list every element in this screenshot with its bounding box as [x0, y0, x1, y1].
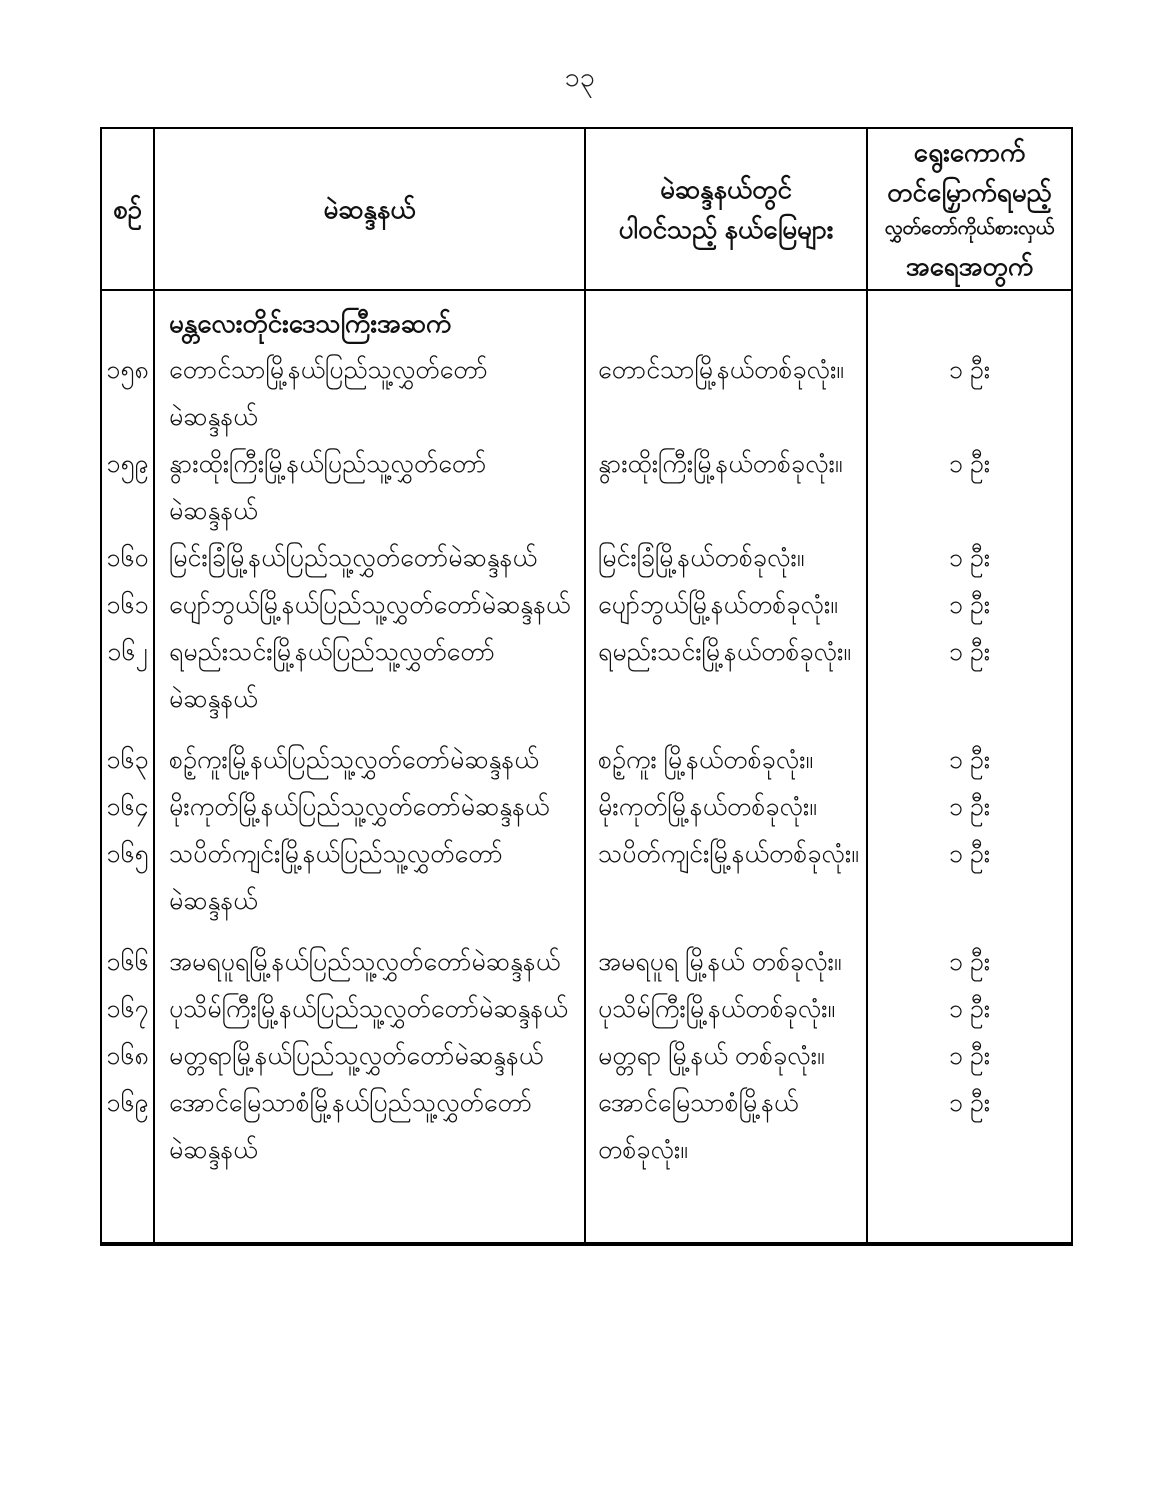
- representative-count-cell: ၁ ဦး: [948, 793, 991, 821]
- constituency-cell: [155, 986, 586, 1033]
- areas-line: မိုးကုတ်မြို့နယ်တစ်ခုလုံး။: [598, 793, 817, 821]
- constituency-line: ရမည်းသင်းမြို့နယ်ပြည်သူ့လွှတ်တော်: [169, 638, 495, 666]
- areas-cell: [586, 831, 868, 925]
- header-reps-line1: ရွေးကောက်: [913, 137, 1026, 167]
- row-number: ၁၅၈: [102, 347, 155, 441]
- areas-line: ပျော်ဘွယ်မြို့နယ်တစ်ခုလုံး။: [598, 591, 838, 619]
- page-number: ၁၃: [564, 62, 595, 92]
- header-constituency: မဲဆန္ဒနယ်: [155, 129, 586, 291]
- row-number: ၁၆၈: [102, 1033, 155, 1080]
- areas-line: တောင်သာမြို့နယ်တစ်ခုလုံး။: [598, 356, 844, 384]
- section-count-cell: [868, 291, 1071, 347]
- row-number: ၁၆၁: [102, 582, 155, 629]
- constituency-line: မဲဆန္ဒနယ်: [169, 1136, 258, 1164]
- representative-count-cell: ၁ ဦး: [948, 1089, 991, 1117]
- constituency-cell: [155, 723, 586, 784]
- constituency-line: မဲဆန္ဒနယ်: [169, 887, 258, 915]
- section-header-label: မန္တလေးတိုင်းဒေသကြီးအဆက်: [155, 291, 586, 347]
- constituency-table: [100, 127, 1073, 1246]
- constituency-line: ပုသိမ်ကြီးမြို့နယ်ပြည်သူ့လွှတ်တော်မဲဆန္ဒနယ်: [169, 995, 568, 1023]
- row-number: ၁၆၃: [102, 723, 155, 784]
- areas-line: စဉ့်ကူး မြို့နယ်တစ်ခုလုံး။: [598, 746, 814, 774]
- row-number: ၁၆၅: [102, 831, 155, 925]
- constituency-line: မတ္တရာမြို့နယ်ပြည်သူ့လွှတ်တော်မဲဆန္ဒနယ်: [169, 1042, 544, 1070]
- constituency-line: တောင်သာမြို့နယ်ပြည်သူ့လွှတ်တော်: [169, 356, 488, 384]
- areas-cell: [586, 925, 868, 986]
- constituency-line: မဲဆန္ဒနယ်: [169, 403, 258, 431]
- header-reps-line2: တင်မြှောက်ရမည့်: [887, 177, 1052, 207]
- constituency-line: သပိတ်ကျင်းမြို့နယ်ပြည်သူ့လွှတ်တော်: [169, 840, 503, 868]
- constituency-cell: [155, 1033, 586, 1080]
- header-areas: [586, 129, 868, 291]
- areas-line: ရမည်းသင်းမြို့နယ်တစ်ခုလုံး။: [598, 638, 851, 666]
- areas-cell: [586, 1080, 868, 1242]
- row-number: ၁၆၀: [102, 535, 155, 582]
- areas-line: သပိတ်ကျင်းမြို့နယ်တစ်ခုလုံး။: [598, 840, 859, 868]
- row-number: ၁၆၂: [102, 629, 155, 723]
- representative-count-cell: ၁ ဦး: [948, 840, 991, 868]
- constituency-line: မဲဆန္ဒနယ်: [169, 497, 258, 525]
- constituency-cell: [155, 347, 586, 441]
- representative-count-cell: ၁ ဦး: [948, 1042, 991, 1070]
- header-no: စဉ်: [102, 129, 155, 291]
- row-number: ၁၆၉: [102, 1080, 155, 1242]
- constituency-line: အမရပူရမြို့နယ်ပြည်သူ့လွှတ်တော်မဲဆန္ဒနယ်: [169, 948, 561, 976]
- areas-cell: [586, 535, 868, 582]
- constituency-line: မိုးကုတ်မြို့နယ်ပြည်သူ့လွှတ်တော်မဲဆန္ဒနယ်: [169, 793, 550, 821]
- constituency-line: မဲဆန္ဒနယ်: [169, 685, 258, 713]
- areas-cell: [586, 629, 868, 723]
- representative-count-cell: ၁ ဦး: [948, 544, 991, 572]
- areas-cell: [586, 723, 868, 784]
- constituency-cell: [155, 441, 586, 535]
- areas-cell: [586, 1033, 868, 1080]
- representative-count-cell: ၁ ဦး: [948, 450, 991, 478]
- constituency-line: မြင်းခြံမြို့နယ်ပြည်သူ့လွှတ်တော်မဲဆန္ဒနယ်: [169, 544, 537, 572]
- header-areas-line1: မဲဆန္ဒနယ်တွင်: [660, 174, 792, 204]
- representative-count-cell: ၁ ဦး: [948, 591, 991, 619]
- areas-line: နွားထိုးကြီးမြို့နယ်တစ်ခုလုံး။: [598, 450, 843, 478]
- constituency-cell: [155, 925, 586, 986]
- constituency-cell: [155, 784, 586, 831]
- row-number: ၁၆၆: [102, 925, 155, 986]
- constituency-line: နွားထိုးကြီးမြို့နယ်ပြည်သူ့လွှတ်တော်: [169, 450, 487, 478]
- areas-cell: [586, 986, 868, 1033]
- areas-line: ပုသိမ်ကြီးမြို့နယ်တစ်ခုလုံး။: [598, 995, 836, 1023]
- constituency-line: ပျော်ဘွယ်မြို့နယ်ပြည်သူ့လွှတ်တော်မဲဆန္ဒနယ်: [169, 591, 571, 619]
- header-reps-line4: အရေအတွက်: [905, 251, 1034, 281]
- header-representatives: [868, 129, 1071, 291]
- representative-count-cell: ၁ ဦး: [948, 638, 991, 666]
- row-number: ၁၆၄: [102, 784, 155, 831]
- areas-cell: [586, 582, 868, 629]
- representative-count-cell: ၁ ဦး: [948, 995, 991, 1023]
- header-areas-line2: ပါဝင်သည့် နယ်မြေများ: [618, 214, 834, 244]
- areas-line: တစ်ခုလုံး။: [598, 1136, 688, 1164]
- section-areas-cell: [586, 291, 868, 347]
- row-number: ၁၆၇: [102, 986, 155, 1033]
- representative-count-cell: ၁ ဦး: [948, 746, 991, 774]
- areas-cell: [586, 784, 868, 831]
- constituency-cell: [155, 629, 586, 723]
- constituency-line: စဉ့်ကူးမြို့နယ်ပြည်သူ့လွှတ်တော်မဲဆန္ဒနယ်: [169, 746, 539, 774]
- areas-line: မြင်းခြံမြို့နယ်တစ်ခုလုံး။: [598, 544, 805, 572]
- representative-count-cell: ၁ ဦး: [948, 948, 991, 976]
- constituency-line: အောင်မြေသာစံမြို့နယ်ပြည်သူ့လွှတ်တော်: [169, 1089, 533, 1117]
- areas-cell: [586, 347, 868, 441]
- constituency-cell: [155, 1080, 586, 1242]
- areas-line: အောင်မြေသာစံမြို့နယ်: [598, 1089, 799, 1117]
- constituency-cell: [155, 535, 586, 582]
- constituency-cell: [155, 831, 586, 925]
- areas-line: မတ္တရာ မြို့နယ် တစ်ခုလုံး။: [598, 1042, 825, 1070]
- areas-cell: [586, 441, 868, 535]
- representative-count-cell: ၁ ဦး: [948, 356, 991, 384]
- header-reps-line3: လွှတ်တော်ကိုယ်စားလှယ်: [884, 218, 1055, 239]
- areas-line: အမရပူရ မြို့နယ် တစ်ခုလုံး။: [598, 948, 842, 976]
- section-no-cell: [102, 291, 155, 347]
- row-number: ၁၅၉: [102, 441, 155, 535]
- constituency-cell: [155, 582, 586, 629]
